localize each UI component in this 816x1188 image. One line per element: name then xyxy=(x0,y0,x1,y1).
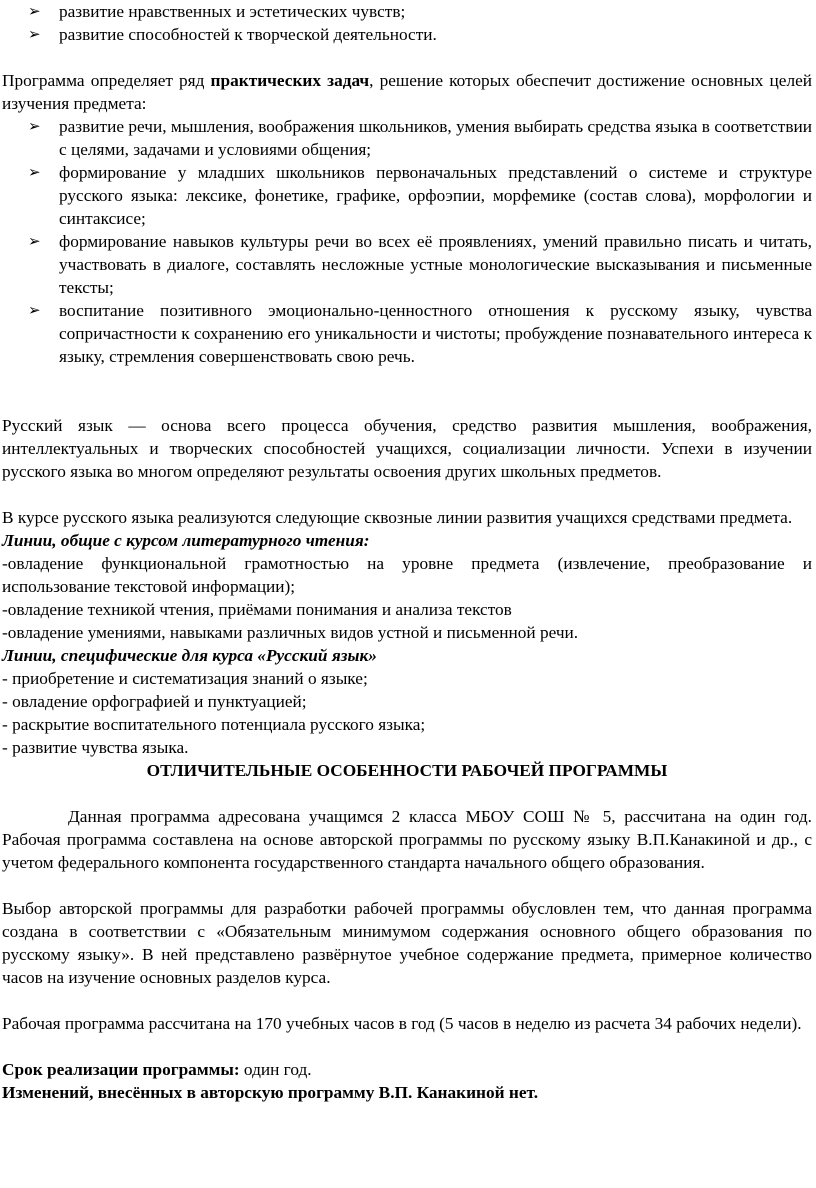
list-item: ➢ формирование у младших школьников первоначальных представлений о системе и структуре русского языка: лексике, фонетике, графике, орфоэпии, морфемике (состав слова), морфологии и синтаксисе; xyxy=(28,163,812,228)
lines-common-item: -овладение техникой чтения, приёмами понимания и анализа текстов xyxy=(2,600,512,619)
section-heading: ОТЛИЧИТЕЛЬНЫЕ ОСОБЕННОСТИ РАБОЧЕЙ ПРОГРАММЫ xyxy=(146,761,668,780)
lines-common-item: -овладение функциональной грамотностью на уровне предмета (извлечение, преобразование и использование текстовой информации); xyxy=(2,554,812,596)
list-item: ➢ развитие нравственных и эстетических чувств; xyxy=(28,2,406,21)
arrow-bullet-icon: ➢ xyxy=(28,301,41,319)
arrow-bullet-icon: ➢ xyxy=(28,232,41,250)
arrow-bullet-icon: ➢ xyxy=(28,117,41,135)
lines-specific-item: - развитие чувства языка. xyxy=(2,738,189,757)
lines-common-title: Линии, общие с курсом литературного чтения: xyxy=(2,531,370,550)
lines-specific-title: Линии, специфические для курса «Русский язык» xyxy=(2,646,377,665)
list-item: ➢ формирование навыков культуры речи во всех её проявлениях, умений правильно писать и читать, участвовать в диалоге, составлять несложные устные монологические высказывания и письменные тексты; xyxy=(28,232,812,297)
lines-specific-item: - овладение орфографией и пунктуацией; xyxy=(2,692,307,711)
lines-specific-item: - раскрытие воспитательного потенциала русского языка; xyxy=(2,715,426,734)
para-hours: Рабочая программа рассчитана на 170 учебных часов в год (5 часов в неделю из расчета 34 рабочих недели). xyxy=(2,1014,802,1033)
para-lines: В курсе русского языка реализуются следующие сквозные линии развития учащихся средствами предмета. xyxy=(2,508,793,527)
para-choice: Выбор авторской программы для разработки рабочей программы обусловлен тем, что данная программа создана в соответствии с «Обязательным минимумом содержания основного общего образования по русскому языку». В ней представлено развёрнутое учебное содержание предмета, примерное количество часов на изучение основных разделов курса. xyxy=(2,899,812,987)
lines-common-item: -овладение умениями, навыками различных видов устной и письменной речи. xyxy=(2,623,579,642)
arrow-bullet-icon: ➢ xyxy=(28,25,41,43)
lines-specific-item: - приобретение и систематизация знаний о языке; xyxy=(2,669,368,688)
list-item: ➢ развитие речи, мышления, воображения школьников, умения выбирать средства языка в соответствии с целями, задачами и условиями общения; xyxy=(28,117,812,159)
para-addressed: Данная программа адресована учащимся 2 класса МБОУ СОШ № 5, рассчитана на один год. Рабочая программа составлена на основе авторской программы по русскому языку В.П.Канакиной и др., с учетом федерального компонента государственного стандарта начального общего образования. xyxy=(2,807,812,872)
top-bullet-list xyxy=(2,0,812,46)
tasks-intro: Программа определяет ряд практических задач, решение которых обеспечит достижение основных целей изучения предмета: xyxy=(2,71,813,113)
term-line: Срок реализации программы: один год. xyxy=(2,1060,312,1079)
list-item: ➢ воспитание позитивного эмоционально-ценностного отношения к русскому языку, чувства сопричастности к сохранению его уникальности и чистоты; пробуждение познавательного интереса к языку, стремления совершенствовать свою речь. xyxy=(28,301,812,366)
changes-line: Изменений, внесённых в авторскую программу В.П. Канакиной нет. xyxy=(2,1083,539,1102)
para-basis: Русский язык — основа всего процесса обучения, средство развития мышления, воображения, интеллектуальных и творческих способностей учащихся, социализации личности. Успехи в изучении русского языка во многом определяют результаты освоения других школьных предметов. xyxy=(2,416,812,481)
arrow-bullet-icon: ➢ xyxy=(28,2,41,20)
arrow-bullet-icon: ➢ xyxy=(28,163,41,181)
task-bullet-list xyxy=(2,115,812,368)
list-item: ➢ развитие способностей к творческой деятельности. xyxy=(28,25,437,44)
